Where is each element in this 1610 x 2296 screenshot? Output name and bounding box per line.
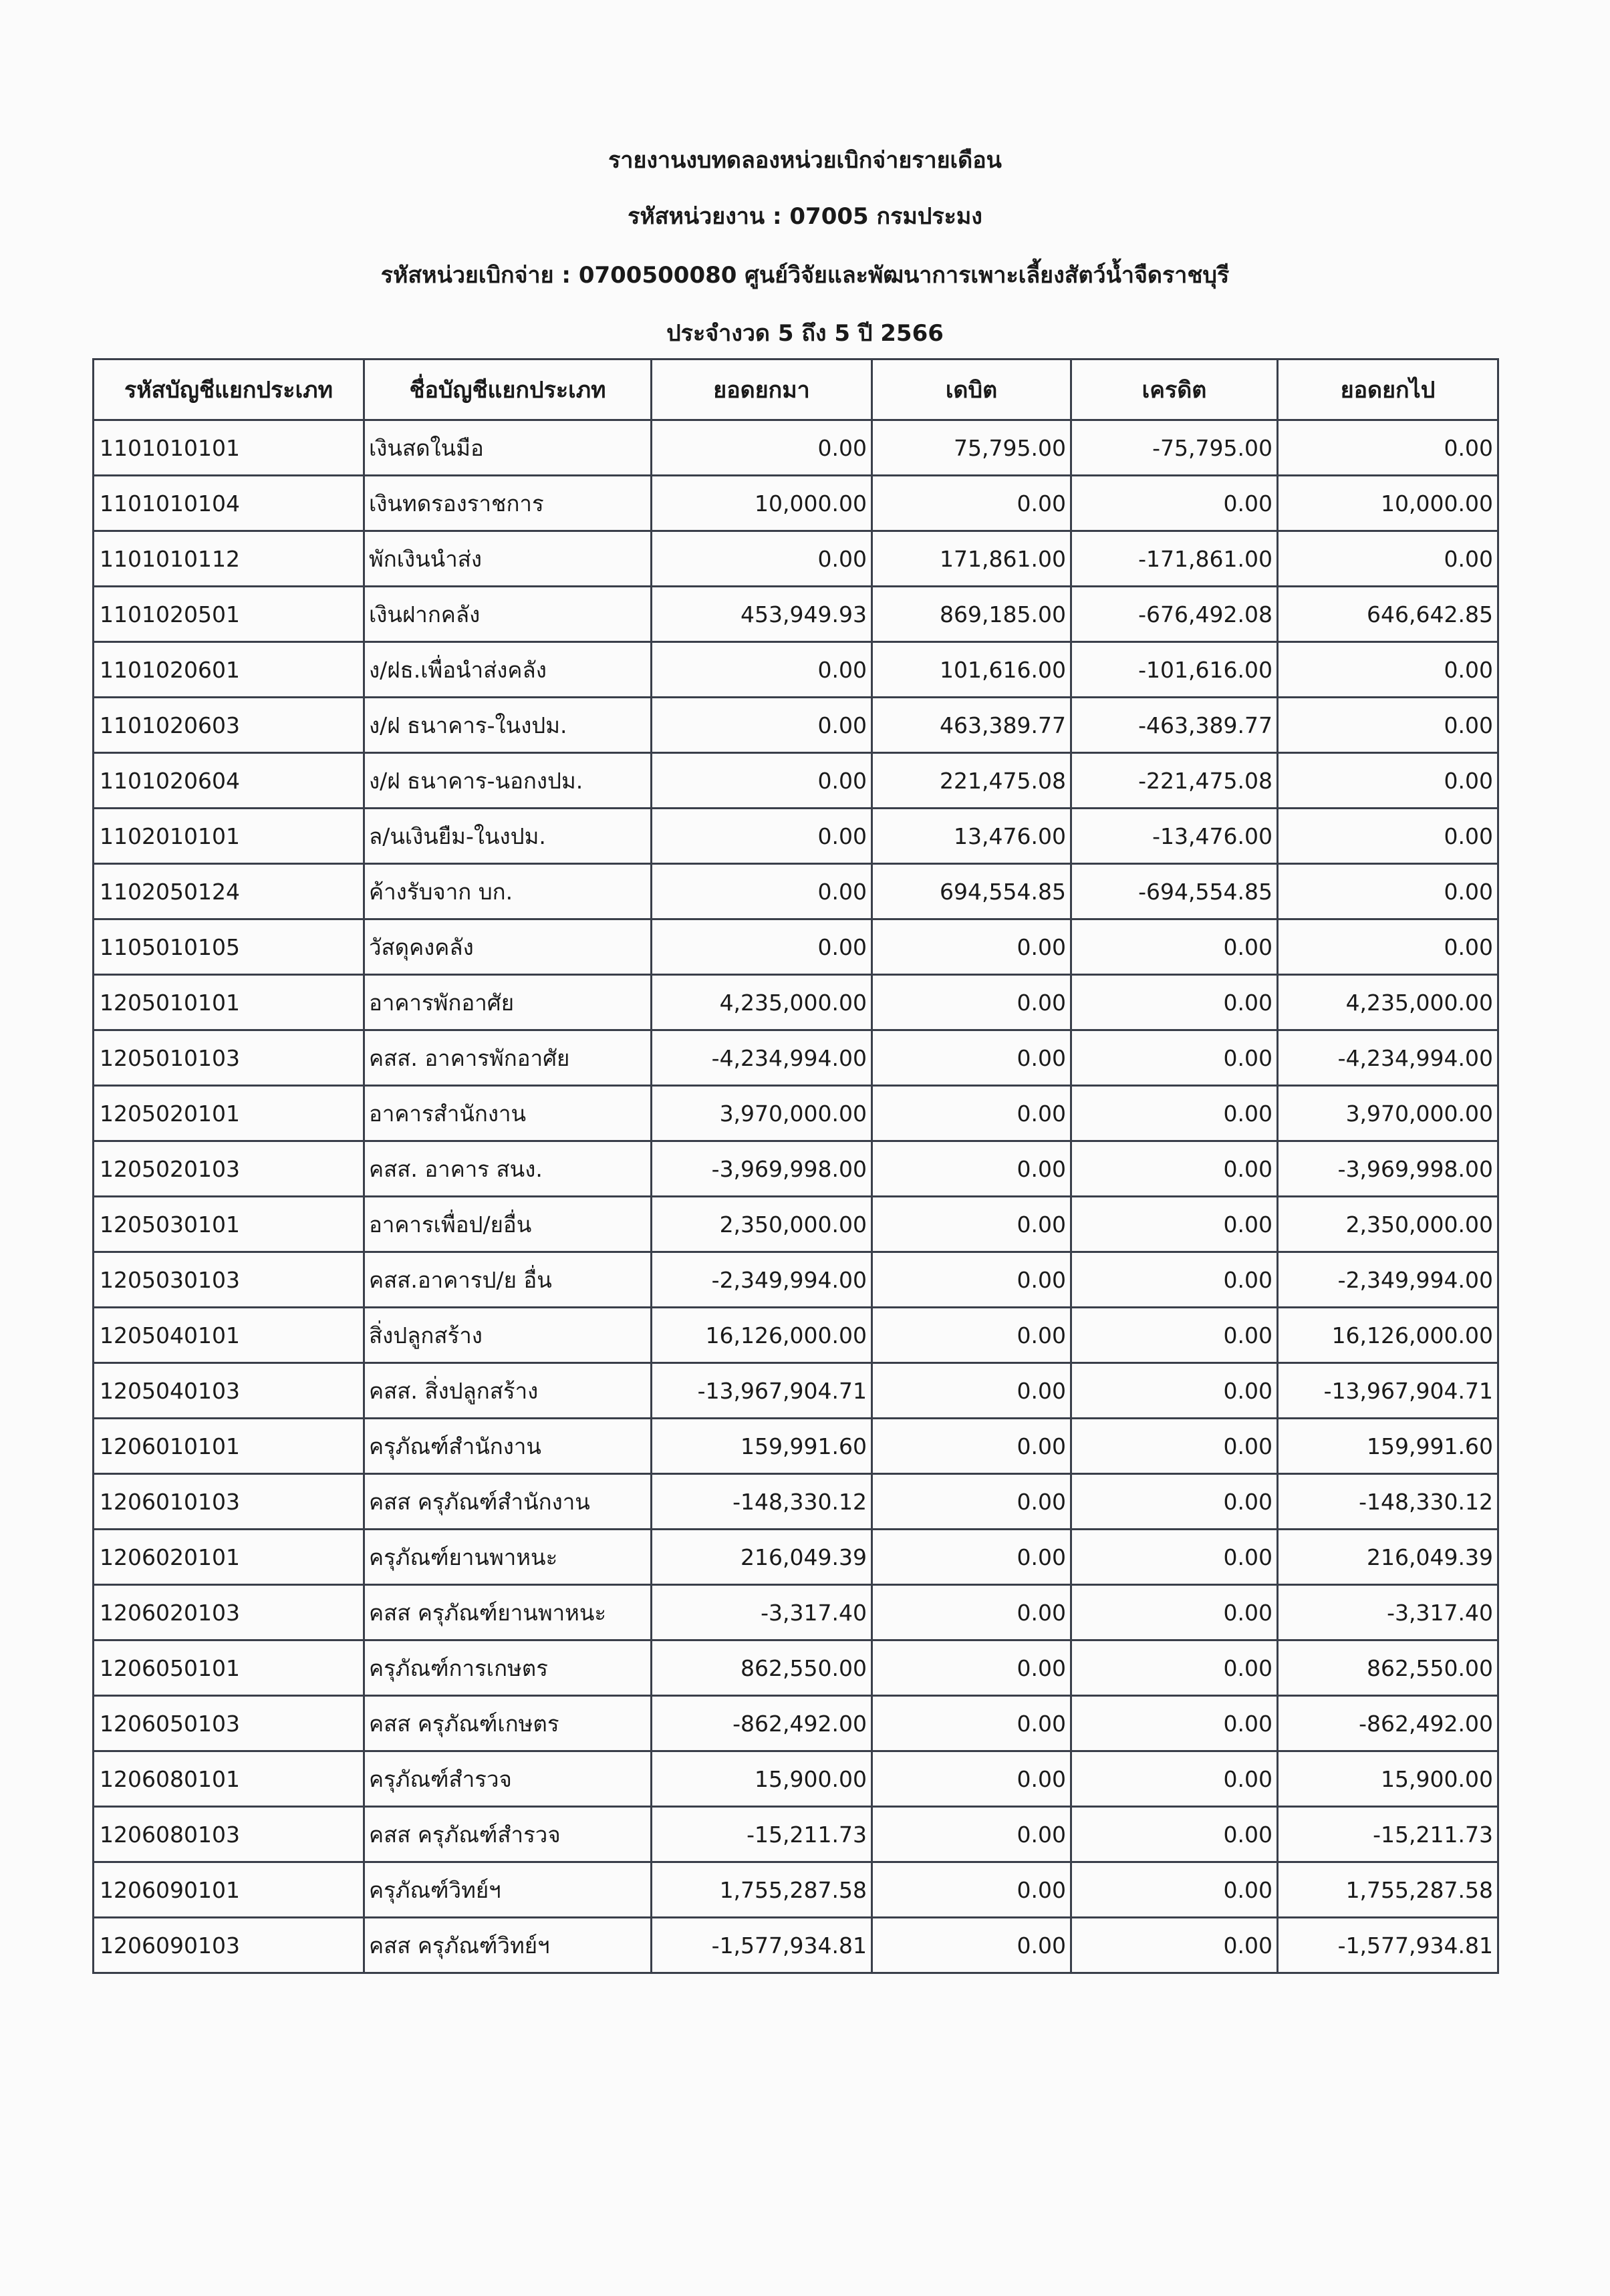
account-code-cell: 1205010101 xyxy=(94,975,364,1030)
debit-cell: 0.00 xyxy=(872,1197,1071,1252)
credit-cell: 0.00 xyxy=(1071,1197,1278,1252)
table-row xyxy=(94,1086,1498,1141)
credit-cell: -101,616.00 xyxy=(1071,642,1278,698)
debit-cell: 0.00 xyxy=(872,1585,1071,1640)
account-code-cell: 1206010101 xyxy=(94,1419,364,1474)
debit-cell: 0.00 xyxy=(872,1030,1071,1086)
account-code-cell: 1206080103 xyxy=(94,1807,364,1862)
table-row xyxy=(94,1918,1498,1973)
debit-cell: 0.00 xyxy=(872,1363,1071,1419)
credit-cell: 0.00 xyxy=(1071,1141,1278,1197)
opening-balance-cell: -862,492.00 xyxy=(652,1696,872,1751)
account-name-cell: คสส ครุภัณฑ์สำรวจ xyxy=(364,1807,652,1862)
account-code-cell: 1101010104 xyxy=(94,476,364,531)
closing-balance-cell: 1,755,287.58 xyxy=(1278,1862,1498,1918)
account-code-cell: 1102010101 xyxy=(94,809,364,864)
trial-balance-table xyxy=(92,358,1499,1974)
opening-balance-cell: 4,235,000.00 xyxy=(652,975,872,1030)
debit-cell: 0.00 xyxy=(872,1862,1071,1918)
credit-cell: 0.00 xyxy=(1071,1363,1278,1419)
closing-balance-cell: -1,577,934.81 xyxy=(1278,1918,1498,1973)
closing-balance-cell: -3,317.40 xyxy=(1278,1585,1498,1640)
debit-cell: 0.00 xyxy=(872,1807,1071,1862)
credit-cell: 0.00 xyxy=(1071,1696,1278,1751)
table-row xyxy=(94,1141,1498,1197)
closing-balance-cell: 0.00 xyxy=(1278,919,1498,975)
table-row xyxy=(94,1308,1498,1363)
account-name-cell: ง/ฝ ธนาคาร-ในงปม. xyxy=(364,698,652,753)
debit-cell: 0.00 xyxy=(872,1419,1071,1474)
table-row xyxy=(94,1862,1498,1918)
account-code-cell: 1101020603 xyxy=(94,698,364,753)
account-code-cell: 1101010101 xyxy=(94,420,364,476)
account-code-cell: 1101020604 xyxy=(94,753,364,809)
debit-cell: 463,389.77 xyxy=(872,698,1071,753)
opening-balance-cell: -13,967,904.71 xyxy=(652,1363,872,1419)
account-name-cell: คสส. อาคารพักอาศัย xyxy=(364,1030,652,1086)
credit-cell: 0.00 xyxy=(1071,476,1278,531)
account-code-cell: 1102050124 xyxy=(94,864,364,919)
credit-cell: 0.00 xyxy=(1071,1086,1278,1141)
debit-cell: 0.00 xyxy=(872,975,1071,1030)
closing-balance-cell: 2,350,000.00 xyxy=(1278,1197,1498,1252)
opening-balance-cell: 159,991.60 xyxy=(652,1419,872,1474)
opening-balance-cell: 0.00 xyxy=(652,809,872,864)
account-name-cell: อาคารพักอาศัย xyxy=(364,975,652,1030)
table-row xyxy=(94,919,1498,975)
account-code-cell: 1206020103 xyxy=(94,1585,364,1640)
account-name-cell: ล/นเงินยืม-ในงปม. xyxy=(364,809,652,864)
account-code-cell: 1205020101 xyxy=(94,1086,364,1141)
closing-balance-cell: 216,049.39 xyxy=(1278,1530,1498,1585)
account-name-cell: ค้างรับจาก บก. xyxy=(364,864,652,919)
account-code-cell: 1101020601 xyxy=(94,642,364,698)
account-name-cell: คสส ครุภัณฑ์วิทย์ฯ xyxy=(364,1918,652,1973)
account-name-cell: คสส. สิ่งปลูกสร้าง xyxy=(364,1363,652,1419)
closing-balance-cell: -2,349,994.00 xyxy=(1278,1252,1498,1308)
col-header-account-name: ชื่อบัญชีแยกประเภท xyxy=(364,360,652,420)
table-row xyxy=(94,753,1498,809)
opening-balance-cell: -15,211.73 xyxy=(652,1807,872,1862)
account-name-cell: ง/ฝ ธนาคาร-นอกงปม. xyxy=(364,753,652,809)
account-name-cell: ครุภัณฑ์สำนักงาน xyxy=(364,1419,652,1474)
credit-cell: -463,389.77 xyxy=(1071,698,1278,753)
account-code-cell: 1205030101 xyxy=(94,1197,364,1252)
account-name-cell: คสส. อาคาร สนง. xyxy=(364,1141,652,1197)
account-name-cell: อาคารสำนักงาน xyxy=(364,1086,652,1141)
account-name-cell: ครุภัณฑ์ยานพาหนะ xyxy=(364,1530,652,1585)
opening-balance-cell: 0.00 xyxy=(652,642,872,698)
table-row xyxy=(94,642,1498,698)
table-row xyxy=(94,1197,1498,1252)
account-name-cell: เงินทดรองราชการ xyxy=(364,476,652,531)
closing-balance-cell: 16,126,000.00 xyxy=(1278,1308,1498,1363)
closing-balance-cell: 4,235,000.00 xyxy=(1278,975,1498,1030)
account-name-cell: คสส ครุภัณฑ์สำนักงาน xyxy=(364,1474,652,1530)
debit-cell: 0.00 xyxy=(872,1530,1071,1585)
credit-cell: 0.00 xyxy=(1071,1585,1278,1640)
table-row xyxy=(94,1252,1498,1308)
col-header-opening-balance: ยอดยกมา xyxy=(652,360,872,420)
opening-balance-cell: -4,234,994.00 xyxy=(652,1030,872,1086)
debit-cell: 0.00 xyxy=(872,1474,1071,1530)
closing-balance-cell: -4,234,994.00 xyxy=(1278,1030,1498,1086)
opening-balance-cell: -3,969,998.00 xyxy=(652,1141,872,1197)
opening-balance-cell: 216,049.39 xyxy=(652,1530,872,1585)
account-code-cell: 1206050103 xyxy=(94,1696,364,1751)
credit-cell: 0.00 xyxy=(1071,975,1278,1030)
opening-balance-cell: 16,126,000.00 xyxy=(652,1308,872,1363)
report-title: รายงานงบทดลองหน่วยเบิกจ่ายรายเดือน xyxy=(608,147,1002,174)
table-row xyxy=(94,1585,1498,1640)
opening-balance-cell: 3,970,000.00 xyxy=(652,1086,872,1141)
debit-cell: 75,795.00 xyxy=(872,420,1071,476)
credit-cell: -221,475.08 xyxy=(1071,753,1278,809)
debit-cell: 0.00 xyxy=(872,1308,1071,1363)
closing-balance-cell: 0.00 xyxy=(1278,809,1498,864)
debit-cell: 0.00 xyxy=(872,1918,1071,1973)
closing-balance-cell: 646,642.85 xyxy=(1278,587,1498,642)
credit-cell: -676,492.08 xyxy=(1071,587,1278,642)
opening-balance-cell: 0.00 xyxy=(652,753,872,809)
account-code-cell: 1206020101 xyxy=(94,1530,364,1585)
account-name-cell: คสส ครุภัณฑ์เกษตร xyxy=(364,1696,652,1751)
closing-balance-cell: -3,969,998.00 xyxy=(1278,1141,1498,1197)
table-body xyxy=(94,420,1498,1973)
closing-balance-cell: 0.00 xyxy=(1278,753,1498,809)
debit-cell: 0.00 xyxy=(872,476,1071,531)
debit-cell: 0.00 xyxy=(872,1640,1071,1696)
opening-balance-cell: 2,350,000.00 xyxy=(652,1197,872,1252)
closing-balance-cell: 10,000.00 xyxy=(1278,476,1498,531)
account-code-cell: 1206090103 xyxy=(94,1918,364,1973)
account-name-cell: คสส.อาคารป/ย อื่น xyxy=(364,1252,652,1308)
closing-balance-cell: 0.00 xyxy=(1278,698,1498,753)
account-code-cell: 1205040103 xyxy=(94,1363,364,1419)
debit-cell: 221,475.08 xyxy=(872,753,1071,809)
closing-balance-cell: 862,550.00 xyxy=(1278,1640,1498,1696)
agency-code: รหัสหน่วยงาน : 07005 กรมประมง xyxy=(628,203,982,230)
account-code-cell: 1105010105 xyxy=(94,919,364,975)
account-code-cell: 1206080101 xyxy=(94,1751,364,1807)
account-name-cell: วัสดุคงคลัง xyxy=(364,919,652,975)
table-row xyxy=(94,587,1498,642)
col-header-account-code: รหัสบัญชีแยกประเภท xyxy=(94,360,364,420)
credit-cell: 0.00 xyxy=(1071,1474,1278,1530)
account-code-cell: 1206050101 xyxy=(94,1640,364,1696)
closing-balance-cell: 15,900.00 xyxy=(1278,1751,1498,1807)
account-name-cell: ครุภัณฑ์การเกษตร xyxy=(364,1640,652,1696)
opening-balance-cell: -3,317.40 xyxy=(652,1585,872,1640)
credit-cell: 0.00 xyxy=(1071,1918,1278,1973)
account-name-cell: คสส ครุภัณฑ์ยานพาหนะ xyxy=(364,1585,652,1640)
opening-balance-cell: 453,949.93 xyxy=(652,587,872,642)
closing-balance-cell: 3,970,000.00 xyxy=(1278,1086,1498,1141)
opening-balance-cell: 0.00 xyxy=(652,531,872,587)
closing-balance-cell: 0.00 xyxy=(1278,531,1498,587)
col-header-debit: เดบิต xyxy=(872,360,1071,420)
closing-balance-cell: 159,991.60 xyxy=(1278,1419,1498,1474)
debit-cell: 0.00 xyxy=(872,1141,1071,1197)
account-code-cell: 1101020501 xyxy=(94,587,364,642)
opening-balance-cell: -2,349,994.00 xyxy=(652,1252,872,1308)
account-name-cell: อาคารเพื่อป/ยอื่น xyxy=(364,1197,652,1252)
opening-balance-cell: 10,000.00 xyxy=(652,476,872,531)
closing-balance-cell: 0.00 xyxy=(1278,420,1498,476)
credit-cell: 0.00 xyxy=(1071,1252,1278,1308)
debit-cell: 0.00 xyxy=(872,1696,1071,1751)
disbursing-unit-code: รหัสหน่วยเบิกจ่าย : 0700500080 ศูนย์วิจัยและพัฒนาการเพาะเลี้ยงสัตว์น้ำจืดราชบุรี xyxy=(380,262,1230,289)
account-name-cell: ครุภัณฑ์วิทย์ฯ xyxy=(364,1862,652,1918)
credit-cell: 0.00 xyxy=(1071,1308,1278,1363)
opening-balance-cell: -1,577,934.81 xyxy=(652,1918,872,1973)
table-row xyxy=(94,1751,1498,1807)
account-code-cell: 1205020103 xyxy=(94,1141,364,1197)
table-row xyxy=(94,476,1498,531)
account-name-cell: เงินฝากคลัง xyxy=(364,587,652,642)
account-code-cell: 1205030103 xyxy=(94,1252,364,1308)
opening-balance-cell: 0.00 xyxy=(652,919,872,975)
credit-cell: 0.00 xyxy=(1071,1419,1278,1474)
opening-balance-cell: -148,330.12 xyxy=(652,1474,872,1530)
debit-cell: 0.00 xyxy=(872,1252,1071,1308)
closing-balance-cell: -148,330.12 xyxy=(1278,1474,1498,1530)
opening-balance-cell: 0.00 xyxy=(652,698,872,753)
opening-balance-cell: 0.00 xyxy=(652,864,872,919)
account-name-cell: พักเงินนำส่ง xyxy=(364,531,652,587)
account-code-cell: 1205010103 xyxy=(94,1030,364,1086)
table-row xyxy=(94,420,1498,476)
opening-balance-cell: 862,550.00 xyxy=(652,1640,872,1696)
debit-cell: 0.00 xyxy=(872,1086,1071,1141)
debit-cell: 0.00 xyxy=(872,1751,1071,1807)
credit-cell: 0.00 xyxy=(1071,1807,1278,1862)
table-row xyxy=(94,1363,1498,1419)
credit-cell: 0.00 xyxy=(1071,1530,1278,1585)
opening-balance-cell: 0.00 xyxy=(652,420,872,476)
closing-balance-cell: -15,211.73 xyxy=(1278,1807,1498,1862)
debit-cell: 869,185.00 xyxy=(872,587,1071,642)
credit-cell: 0.00 xyxy=(1071,1640,1278,1696)
credit-cell: 0.00 xyxy=(1071,919,1278,975)
table-header-row xyxy=(94,360,1498,420)
closing-balance-cell: 0.00 xyxy=(1278,864,1498,919)
account-code-cell: 1206090101 xyxy=(94,1862,364,1918)
col-header-closing-balance: ยอดยกไป xyxy=(1278,360,1498,420)
closing-balance-cell: -13,967,904.71 xyxy=(1278,1363,1498,1419)
table-row xyxy=(94,531,1498,587)
account-code-cell: 1205040101 xyxy=(94,1308,364,1363)
credit-cell: 0.00 xyxy=(1071,1030,1278,1086)
table-row xyxy=(94,1474,1498,1530)
opening-balance-cell: 1,755,287.58 xyxy=(652,1862,872,1918)
table-row xyxy=(94,1696,1498,1751)
table-row xyxy=(94,809,1498,864)
opening-balance-cell: 15,900.00 xyxy=(652,1751,872,1807)
closing-balance-cell: 0.00 xyxy=(1278,642,1498,698)
credit-cell: 0.00 xyxy=(1071,1751,1278,1807)
credit-cell: -171,861.00 xyxy=(1071,531,1278,587)
debit-cell: 694,554.85 xyxy=(872,864,1071,919)
report-period: ประจำงวด 5 ถึง 5 ปี 2566 xyxy=(666,320,944,347)
credit-cell: 0.00 xyxy=(1071,1862,1278,1918)
table-row xyxy=(94,864,1498,919)
credit-cell: -694,554.85 xyxy=(1071,864,1278,919)
debit-cell: 101,616.00 xyxy=(872,642,1071,698)
account-code-cell: 1206010103 xyxy=(94,1474,364,1530)
table-row xyxy=(94,1419,1498,1474)
account-name-cell: เงินสดในมือ xyxy=(364,420,652,476)
closing-balance-cell: -862,492.00 xyxy=(1278,1696,1498,1751)
credit-cell: -13,476.00 xyxy=(1071,809,1278,864)
col-header-credit: เครดิต xyxy=(1071,360,1278,420)
debit-cell: 13,476.00 xyxy=(872,809,1071,864)
credit-cell: -75,795.00 xyxy=(1071,420,1278,476)
account-code-cell: 1101010112 xyxy=(94,531,364,587)
table-row xyxy=(94,975,1498,1030)
account-name-cell: ครุภัณฑ์สำรวจ xyxy=(364,1751,652,1807)
table-row xyxy=(94,698,1498,753)
account-name-cell: สิ่งปลูกสร้าง xyxy=(364,1308,652,1363)
debit-cell: 0.00 xyxy=(872,919,1071,975)
account-name-cell: ง/ฝธ.เพื่อนำส่งคลัง xyxy=(364,642,652,698)
table-row xyxy=(94,1030,1498,1086)
table-row xyxy=(94,1640,1498,1696)
table-row xyxy=(94,1807,1498,1862)
table-row xyxy=(94,1530,1498,1585)
debit-cell: 171,861.00 xyxy=(872,531,1071,587)
